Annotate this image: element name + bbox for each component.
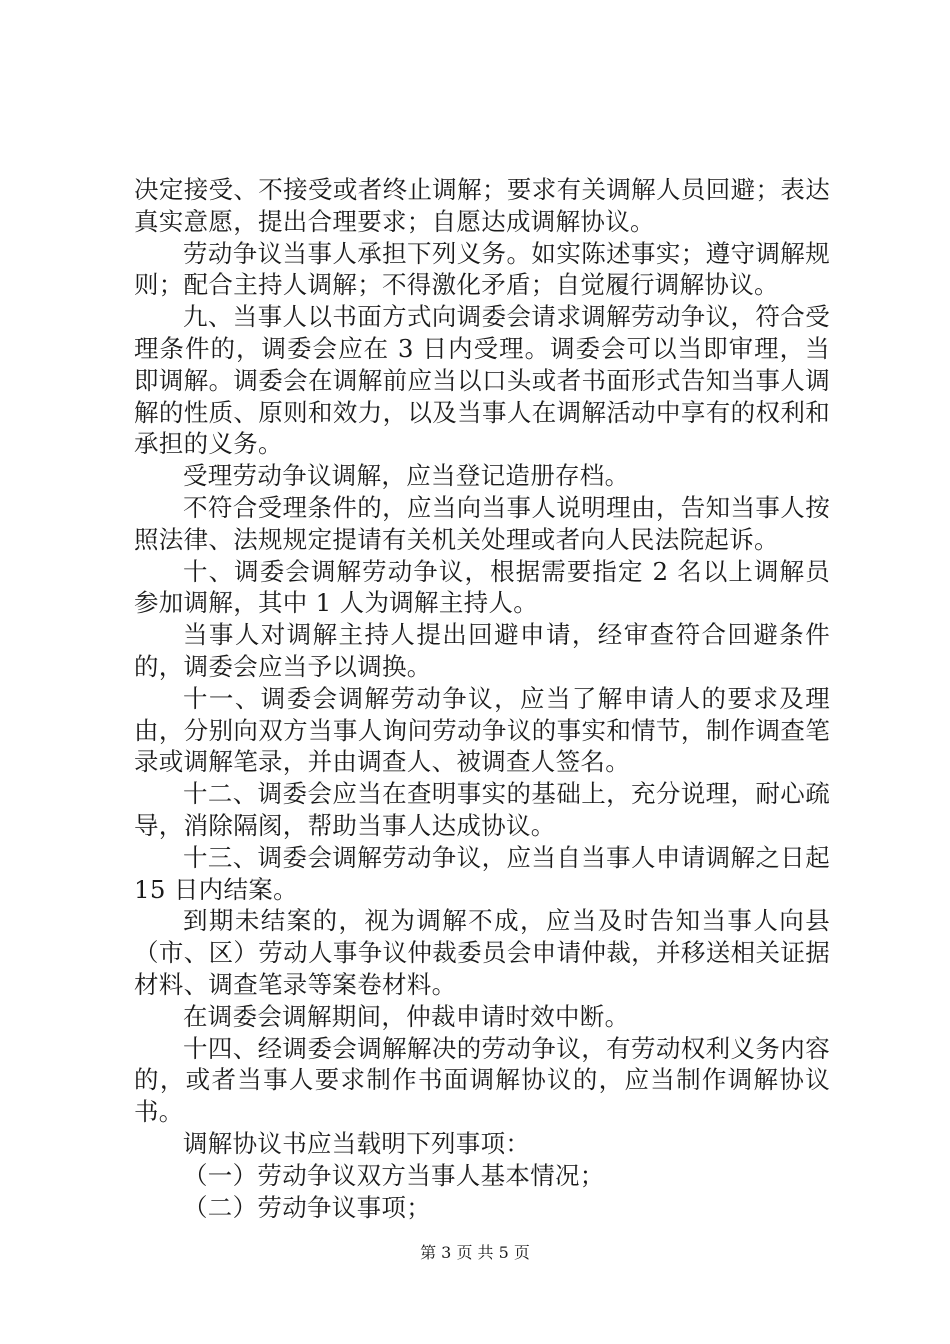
page-number-footer: 第 3 页 共 5 页 <box>420 1243 530 1262</box>
paragraph-8: 十一、调委会调解劳动争议，应当了解申请人的要求及理由，分别向双方当事人询问劳动争议的事实和情节，制作调查笔录或调解笔录，并由调查人、被调查人签名。 <box>134 683 830 777</box>
paragraph-14: 调解协议书应当载明下列事项： <box>183 1128 531 1158</box>
paragraph-9: 十二、调委会应当在查明事实的基础上，充分说理，耐心疏导，消除隔阂，帮助当事人达成协议。 <box>134 779 830 840</box>
paragraph-1: 决定接受、不接受或者终止调解；要求有关调解人员回避；表达真实意愿，提出合理要求；自愿达成调解协议。 <box>134 175 830 236</box>
paragraph-7: 当事人对调解主持人提出回避申请，经审查符合回避条件的，调委会应当予以调换。 <box>134 620 830 681</box>
document-body <box>134 174 830 1223</box>
paragraph-12: 在调委会调解期间，仲裁申请时效中断。 <box>183 1001 630 1031</box>
paragraph-15: （一）劳动争议双方当事人基本情况； <box>183 1160 605 1190</box>
paragraph-11: 到期未结案的，视为调解不成，应当及时告知当事人向县（市、区）劳动人事争议仲裁委员会申请仲裁，并移送相关证据材料、调查笔录等案卷材料。 <box>134 906 830 999</box>
paragraph-6: 十、调委会调解劳动争议，根据需要指定 2 名以上调解员参加调解，其中 1 人为调解主持人。 <box>134 556 830 618</box>
paragraph-10: 十三、调委会调解劳动争议，应当自当事人申请调解之日起 15 日内结案。 <box>134 842 830 904</box>
paragraph-5: 不符合受理条件的，应当向当事人说明理由，告知当事人按照法律、法规规定提请有关机关处理或者向人民法院起诉。 <box>134 492 830 554</box>
paragraph-4: 受理劳动争议调解，应当登记造册存档。 <box>183 461 630 491</box>
paragraph-13: 十四、经调委会调解解决的劳动争议，有劳动权利义务内容的，或者当事人要求制作书面调解协议的，应当制作调解协议书。 <box>134 1033 830 1127</box>
paragraph-2: 劳动争议当事人承担下列义务。如实陈述事实；遵守调解规则；配合主持人调解；不得激化矛盾；自觉履行调解协议。 <box>134 238 830 300</box>
paragraph-3: 九、当事人以书面方式向调委会请求调解劳动争议，符合受理条件的，调委会应在 3 日内受理。调委会可以当即审理，当即调解。调委会在调解前应当以口头或者书面形式告知当事人调解的性质、原则和效力，以及当事人在调解活动中享有的权利和承担的义务。 <box>134 302 830 459</box>
paragraph-16: （二）劳动争议事项； <box>183 1192 431 1222</box>
